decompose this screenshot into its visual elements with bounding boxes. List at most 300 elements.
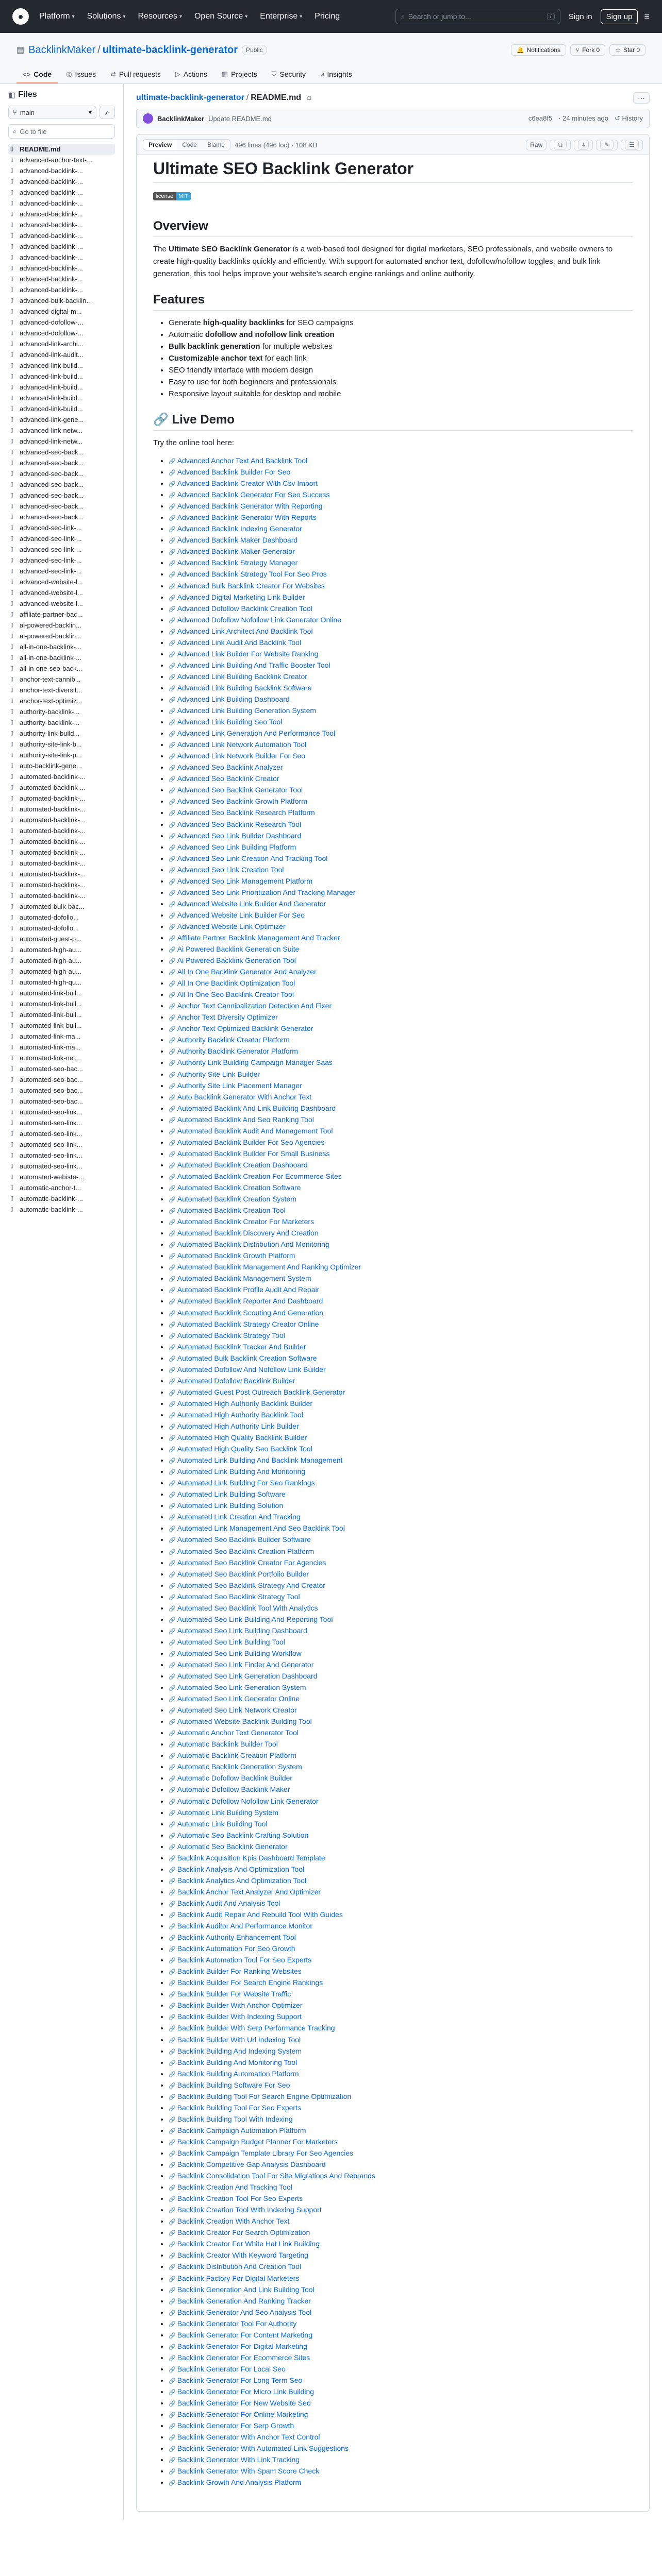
demo-link[interactable]: 🔗 Automated Seo Backlink Portfolio Builder bbox=[169, 1570, 309, 1578]
file-tree-item[interactable] bbox=[8, 1096, 115, 1107]
demo-link[interactable]: 🔗 Advanced Website Link Optimizer bbox=[169, 922, 286, 930]
tab-code[interactable] bbox=[16, 66, 58, 83]
file-tree-item[interactable] bbox=[8, 955, 115, 966]
file-tree-item[interactable] bbox=[8, 393, 115, 403]
demo-link[interactable]: 🔗 Automated Backlink Profile Audit And Repair bbox=[169, 1285, 319, 1294]
file-tree-item[interactable] bbox=[8, 944, 115, 955]
file-tree-item[interactable] bbox=[8, 555, 115, 566]
demo-link[interactable]: 🔗 Automated Website Backlink Building Tool bbox=[169, 1717, 312, 1725]
file-tree-item[interactable] bbox=[8, 198, 115, 209]
file-tree-item[interactable] bbox=[8, 566, 115, 577]
demo-link[interactable]: 🔗 Backlink Creation Tool With Indexing Support bbox=[169, 2206, 322, 2214]
file-tree-item[interactable] bbox=[8, 631, 115, 641]
demo-link[interactable]: 🔗 Automated Seo Backlink Tool With Analytics bbox=[169, 1604, 318, 1612]
demo-link[interactable]: 🔗 Automated Seo Link Network Creator bbox=[169, 1706, 297, 1714]
more-options-button[interactable] bbox=[633, 92, 650, 104]
demo-link[interactable]: 🔗 Advanced Link Network Automation Tool bbox=[169, 740, 306, 749]
demo-link[interactable]: 🔗 Backlink Anchor Text Analyzer And Optimizer bbox=[169, 1888, 321, 1896]
demo-link[interactable]: 🔗 Backlink Builder For Website Traffic bbox=[169, 1990, 291, 1998]
tab-blame[interactable]: Blame bbox=[202, 140, 230, 150]
demo-link[interactable]: 🔗 Advanced Website Link Builder For Seo bbox=[169, 911, 305, 919]
file-tree-item[interactable] bbox=[8, 1204, 115, 1215]
tab-issues[interactable] bbox=[60, 66, 102, 83]
demo-link[interactable]: 🔗 Advanced Seo Backlink Analyzer bbox=[169, 763, 283, 771]
repo-owner-link[interactable]: BacklinkMaker bbox=[28, 44, 96, 56]
file-tree-item[interactable] bbox=[8, 457, 115, 468]
demo-link[interactable]: 🔗 Advanced Seo Backlink Creator bbox=[169, 774, 279, 783]
demo-link[interactable]: 🔗 Automated Seo Link Finder And Generator bbox=[169, 1660, 313, 1669]
demo-link[interactable]: 🔗 Automated Backlink Discovery And Creation bbox=[169, 1229, 319, 1237]
demo-link[interactable]: 🔗 Backlink Analysis And Optimization Tool bbox=[169, 1865, 304, 1873]
demo-link[interactable]: 🔗 Automated Seo Link Building Workflow bbox=[169, 1649, 302, 1657]
demo-link[interactable]: 🔗 Automated Seo Backlink Creation Platform bbox=[169, 1547, 314, 1555]
demo-link[interactable]: 🔗 Backlink Creator For White Hat Link Building bbox=[169, 2240, 320, 2248]
demo-link[interactable]: 🔗 Advanced Link Network Builder For Seo bbox=[169, 752, 305, 760]
demo-link[interactable]: 🔗 Backlink Generator Tool For Authority bbox=[169, 2319, 296, 2328]
commit-author[interactable]: BacklinkMaker bbox=[157, 114, 205, 123]
file-tree-item[interactable] bbox=[8, 338, 115, 349]
file-tree-item[interactable] bbox=[8, 1020, 115, 1031]
file-tree-item[interactable] bbox=[8, 1139, 115, 1150]
demo-link[interactable]: 🔗 Backlink Generator For Online Marketing bbox=[169, 2410, 308, 2418]
sign-in-link[interactable]: Sign in bbox=[568, 12, 592, 21]
demo-link[interactable]: 🔗 Backlink Building And Monitoring Tool bbox=[169, 2058, 297, 2066]
demo-link[interactable]: 🔗 Automated Backlink Audit And Management Tool bbox=[169, 1127, 333, 1135]
file-tree-item[interactable] bbox=[8, 230, 115, 241]
file-tree-item[interactable] bbox=[8, 663, 115, 674]
demo-link[interactable]: 🔗 Automatic Backlink Builder Tool bbox=[169, 1740, 278, 1748]
repo-name-link[interactable]: ultimate-backlink-generator bbox=[102, 44, 238, 56]
demo-link[interactable]: 🔗 Automated Backlink Strategy Tool bbox=[169, 1331, 285, 1340]
file-tree-item[interactable] bbox=[8, 793, 115, 804]
file-tree-item[interactable] bbox=[8, 923, 115, 934]
file-tree-item[interactable] bbox=[8, 1063, 115, 1074]
demo-link[interactable]: 🔗 Automated Dofollow And Nofollow Link Builder bbox=[169, 1365, 326, 1374]
demo-link[interactable]: 🔗 Advanced Backlink Strategy Manager bbox=[169, 558, 297, 567]
star-button[interactable] bbox=[609, 44, 646, 56]
file-tree-item[interactable] bbox=[8, 890, 115, 901]
file-tree-item[interactable] bbox=[8, 1031, 115, 1042]
demo-link[interactable]: 🔗 Automatic Anchor Text Generator Tool bbox=[169, 1728, 299, 1737]
file-tree-item[interactable] bbox=[8, 717, 115, 728]
demo-link[interactable]: 🔗 Backlink Acquisition Kpis Dashboard Template bbox=[169, 1854, 325, 1862]
demo-link[interactable]: 🔗 Ai Powered Backlink Generation Suite bbox=[169, 945, 299, 953]
demo-link[interactable]: 🔗 Backlink Creator With Keyword Targeting bbox=[169, 2251, 308, 2259]
go-to-file-input[interactable] bbox=[8, 124, 115, 139]
file-tree-item[interactable] bbox=[8, 739, 115, 750]
demo-link[interactable]: 🔗 Backlink Distribution And Creation Tool bbox=[169, 2262, 301, 2270]
file-tree-item[interactable] bbox=[8, 414, 115, 425]
demo-link[interactable]: 🔗 Advanced Seo Link Building Platform bbox=[169, 843, 296, 851]
demo-link[interactable]: 🔗 Advanced Seo Backlink Research Tool bbox=[169, 820, 301, 828]
file-tree-item[interactable] bbox=[8, 674, 115, 685]
demo-link[interactable]: 🔗 Advanced Seo Link Builder Dashboard bbox=[169, 832, 301, 840]
demo-link[interactable]: 🔗 Automated Link Building And Monitoring bbox=[169, 1467, 305, 1476]
demo-link[interactable]: 🔗 Advanced Seo Link Prioritization And Tracking Manager bbox=[169, 888, 355, 896]
file-tree-item[interactable] bbox=[8, 165, 115, 176]
demo-link[interactable]: 🔗 Automatic Backlink Generation System bbox=[169, 1762, 302, 1771]
demo-link[interactable]: 🔗 Backlink Building Tool For Seo Experts bbox=[169, 2104, 301, 2112]
demo-link[interactable]: 🔗 Backlink Automation Tool For Seo Experts bbox=[169, 1956, 311, 1964]
demo-link[interactable]: 🔗 Automated Backlink Creation Dashboard bbox=[169, 1161, 308, 1169]
outline-button[interactable] bbox=[621, 140, 643, 150]
file-tree-item[interactable] bbox=[8, 1128, 115, 1139]
demo-link[interactable]: 🔗 Backlink Audit And Analysis Tool bbox=[169, 1899, 280, 1907]
demo-link[interactable]: 🔗 Automated Backlink Builder For Seo Agencies bbox=[169, 1138, 324, 1146]
demo-link[interactable]: 🔗 Ai Powered Backlink Generation Tool bbox=[169, 956, 296, 964]
file-tree-item[interactable] bbox=[8, 706, 115, 717]
demo-link[interactable]: 🔗 Automated Backlink Distribution And Monitoring bbox=[169, 1240, 329, 1248]
file-tree-item[interactable] bbox=[8, 447, 115, 457]
file-tree-item[interactable] bbox=[8, 609, 115, 620]
demo-link[interactable]: 🔗 Backlink Growth And Analysis Platform bbox=[169, 2478, 301, 2486]
demo-link[interactable]: 🔗 Backlink Generator For Micro Link Building bbox=[169, 2387, 314, 2396]
demo-link[interactable]: 🔗 Backlink Factory For Digital Marketers bbox=[169, 2274, 299, 2282]
file-tree-item[interactable] bbox=[8, 479, 115, 490]
file-tree-item[interactable] bbox=[8, 825, 115, 836]
sidebar-collapse-icon[interactable]: ◧ bbox=[8, 90, 15, 99]
file-tree-item[interactable] bbox=[8, 328, 115, 338]
file-tree-item[interactable] bbox=[8, 155, 115, 165]
demo-link[interactable]: 🔗 Advanced Dofollow Nofollow Link Generator Online bbox=[169, 616, 341, 624]
demo-link[interactable]: 🔗 Advanced Dofollow Backlink Creation Tool bbox=[169, 604, 312, 613]
demo-link[interactable]: 🔗 Advanced Backlink Generator With Reports bbox=[169, 513, 317, 521]
demo-link[interactable]: 🔗 Backlink Campaign Budget Planner For Marketers bbox=[169, 2138, 338, 2146]
demo-link[interactable]: 🔗 Advanced Backlink Builder For Seo bbox=[169, 468, 290, 476]
demo-link[interactable]: 🔗 Automated Dofollow Backlink Builder bbox=[169, 1377, 295, 1385]
demo-link[interactable]: 🔗 Automatic Link Building System bbox=[169, 1808, 278, 1817]
demo-link[interactable]: 🔗 Anchor Text Cannibalization Detection And Fixer bbox=[169, 1002, 332, 1010]
file-tree-item[interactable] bbox=[8, 533, 115, 544]
demo-link[interactable]: 🔗 Advanced Link Building Backlink Software bbox=[169, 684, 311, 692]
demo-link[interactable]: 🔗 Automated Backlink Reporter And Dashboard bbox=[169, 1297, 323, 1305]
demo-link[interactable]: 🔗 Advanced Bulk Backlink Creator For Websites bbox=[169, 582, 325, 590]
file-tree-item[interactable] bbox=[8, 1117, 115, 1128]
tab-preview[interactable]: Preview bbox=[143, 140, 177, 150]
demo-link[interactable]: 🔗 Automated Seo Backlink Creator For Agencies bbox=[169, 1558, 326, 1567]
file-tree-item[interactable] bbox=[8, 1042, 115, 1053]
copy-path-icon[interactable]: ⧉ bbox=[306, 94, 311, 101]
demo-link[interactable]: 🔗 Advanced Link Building Dashboard bbox=[169, 695, 290, 703]
demo-link[interactable]: 🔗 Backlink Building Automation Platform bbox=[169, 2070, 299, 2078]
demo-link[interactable]: 🔗 Advanced Backlink Strategy Tool For Seo Pros bbox=[169, 570, 327, 578]
demo-link[interactable]: 🔗 Backlink Creation With Anchor Text bbox=[169, 2217, 289, 2225]
demo-link[interactable]: 🔗 Automated High Quality Backlink Builder bbox=[169, 1433, 307, 1442]
demo-link[interactable]: 🔗 Authority Backlink Generator Platform bbox=[169, 1047, 298, 1055]
demo-link[interactable]: 🔗 Backlink Builder With Serp Performance Tracking bbox=[169, 2024, 335, 2032]
demo-link[interactable]: 🔗 Advanced Seo Backlink Generator Tool bbox=[169, 786, 303, 794]
fork-button[interactable] bbox=[570, 44, 605, 56]
commit-sha[interactable]: c6ea8f5 bbox=[528, 114, 553, 122]
demo-link[interactable]: 🔗 Advanced Link Architect And Backlink Tool bbox=[169, 627, 313, 635]
demo-link[interactable]: 🔗 Backlink Building Tool With Indexing bbox=[169, 2115, 293, 2123]
demo-link[interactable]: 🔗 Automated Seo Backlink Strategy And Creator bbox=[169, 1581, 325, 1589]
file-tree-item[interactable] bbox=[8, 685, 115, 696]
demo-link[interactable]: 🔗 Backlink Automation For Seo Growth bbox=[169, 1944, 295, 1953]
file-tree-item[interactable] bbox=[8, 998, 115, 1009]
demo-link[interactable]: 🔗 Backlink Generation And Ranking Tracker bbox=[169, 2297, 311, 2305]
file-tree-item[interactable] bbox=[8, 760, 115, 771]
demo-link[interactable]: 🔗 Automated Backlink Creation Software bbox=[169, 1183, 301, 1192]
download-button[interactable] bbox=[574, 140, 593, 150]
file-tree-item[interactable] bbox=[8, 349, 115, 360]
nav-resources[interactable] bbox=[138, 12, 182, 21]
demo-link[interactable]: 🔗 Automatic Dofollow Nofollow Link Generator bbox=[169, 1797, 319, 1805]
demo-link[interactable]: 🔗 Backlink Builder With Indexing Support bbox=[169, 2012, 302, 2021]
file-tree-item[interactable] bbox=[8, 815, 115, 825]
demo-link[interactable]: 🔗 All In One Backlink Generator And Analyzer bbox=[169, 968, 317, 976]
demo-link[interactable]: 🔗 Automatic Backlink Creation Platform bbox=[169, 1751, 296, 1759]
demo-link[interactable]: 🔗 Backlink Campaign Template Library For Seo Agencies bbox=[169, 2149, 353, 2157]
file-tree-item[interactable] bbox=[8, 306, 115, 317]
demo-link[interactable]: 🔗 Automated Backlink Management And Ranking Optimizer bbox=[169, 1263, 361, 1271]
nav-platform[interactable] bbox=[39, 12, 75, 21]
edit-button[interactable] bbox=[596, 140, 618, 150]
demo-link[interactable]: 🔗 Advanced Link Builder For Website Ranking bbox=[169, 650, 318, 658]
demo-link[interactable]: 🔗 Automated Seo Link Building And Reporting Tool bbox=[169, 1615, 333, 1623]
demo-link[interactable]: 🔗 All In One Seo Backlink Creator Tool bbox=[169, 990, 294, 998]
demo-link[interactable]: 🔗 Backlink Generator For New Website Seo bbox=[169, 2399, 311, 2407]
demo-link[interactable]: 🔗 Automated Backlink Creator For Marketers bbox=[169, 1217, 314, 1226]
demo-link[interactable]: 🔗 Automated Backlink Scouting And Generation bbox=[169, 1309, 323, 1317]
demo-link[interactable]: 🔗 Backlink Creation And Tracking Tool bbox=[169, 2183, 292, 2191]
file-tree-item[interactable] bbox=[8, 988, 115, 998]
file-tree-item[interactable] bbox=[8, 598, 115, 609]
file-tree-item[interactable] bbox=[8, 241, 115, 252]
demo-link[interactable]: 🔗 Automated Backlink Creation For Ecommerce Sites bbox=[169, 1172, 342, 1180]
demo-link[interactable]: 🔗 Advanced Anchor Text And Backlink Tool bbox=[169, 456, 307, 465]
demo-link[interactable]: 🔗 All In One Backlink Optimization Tool bbox=[169, 979, 295, 987]
file-tree-item[interactable] bbox=[8, 176, 115, 187]
github-logo-icon[interactable]: ● bbox=[12, 8, 29, 25]
demo-link[interactable]: 🔗 Automated Guest Post Outreach Backlink Generator bbox=[169, 1388, 345, 1396]
demo-link[interactable]: 🔗 Auto Backlink Generator With Anchor Text bbox=[169, 1093, 311, 1101]
demo-link[interactable]: 🔗 Backlink Generator With Anchor Text Control bbox=[169, 2433, 320, 2441]
demo-link[interactable]: 🔗 Backlink Creator For Search Optimization bbox=[169, 2228, 310, 2236]
nav-pricing[interactable] bbox=[315, 12, 340, 21]
file-tree-item[interactable] bbox=[8, 577, 115, 587]
file-tree-item[interactable] bbox=[8, 782, 115, 793]
file-tree-item[interactable] bbox=[8, 501, 115, 512]
file-tree-item[interactable] bbox=[8, 901, 115, 912]
file-tree-item[interactable] bbox=[8, 403, 115, 414]
demo-link[interactable]: 🔗 Automated Seo Link Generation System bbox=[169, 1683, 306, 1691]
demo-link[interactable]: 🔗 Automated Link Creation And Tracking bbox=[169, 1513, 301, 1521]
demo-link[interactable]: 🔗 Automated Link Building And Backlink Management bbox=[169, 1456, 342, 1464]
demo-link[interactable]: 🔗 Backlink Campaign Automation Platform bbox=[169, 2126, 306, 2134]
tab-projects[interactable] bbox=[216, 66, 263, 83]
file-tree-item[interactable] bbox=[8, 1172, 115, 1182]
demo-link[interactable]: 🔗 Automatic Seo Backlink Crafting Solution bbox=[169, 1831, 308, 1839]
demo-link[interactable]: 🔗 Automatic Seo Backlink Generator bbox=[169, 1842, 288, 1851]
tab-code[interactable]: Code bbox=[177, 140, 202, 150]
demo-link[interactable]: 🔗 Automated Backlink Builder For Small Business bbox=[169, 1149, 329, 1158]
demo-link[interactable]: 🔗 Automatic Dofollow Backlink Builder bbox=[169, 1774, 292, 1782]
demo-link[interactable]: 🔗 Automated Backlink Management System bbox=[169, 1274, 311, 1282]
avatar[interactable] bbox=[143, 113, 153, 124]
file-tree-item[interactable] bbox=[8, 522, 115, 533]
file-tree-item[interactable] bbox=[8, 750, 115, 760]
file-tree-item[interactable] bbox=[8, 1150, 115, 1161]
breadcrumb-repo-link[interactable]: ultimate-backlink-generator bbox=[136, 93, 244, 102]
file-tree-item[interactable] bbox=[8, 371, 115, 382]
demo-link[interactable]: 🔗 Backlink Building And Indexing System bbox=[169, 2047, 302, 2055]
demo-link[interactable]: 🔗 Automated Backlink And Link Building Dashboard bbox=[169, 1104, 336, 1112]
demo-link[interactable]: 🔗 Backlink Building Software For Seo bbox=[169, 2081, 290, 2089]
demo-link[interactable]: 🔗 Automated Seo Link Building Dashboard bbox=[169, 1626, 307, 1635]
file-tree-item[interactable] bbox=[8, 360, 115, 371]
demo-link[interactable]: 🔗 Automated Backlink Creation System bbox=[169, 1195, 296, 1203]
demo-link[interactable]: 🔗 Advanced Backlink Generator With Reporting bbox=[169, 502, 322, 510]
demo-link[interactable]: 🔗 Automated Backlink Creation Tool bbox=[169, 1206, 286, 1214]
demo-link[interactable]: 🔗 Advanced Seo Link Management Platform bbox=[169, 877, 312, 885]
license-badge[interactable] bbox=[153, 192, 191, 200]
demo-link[interactable]: 🔗 Automated Seo Link Building Tool bbox=[169, 1638, 285, 1646]
demo-link[interactable]: 🔗 Advanced Seo Link Creation And Tracking Tool bbox=[169, 854, 327, 862]
demo-link[interactable]: 🔗 Backlink Audit Repair And Rebuild Tool With Guides bbox=[169, 1910, 343, 1919]
tab-security[interactable] bbox=[266, 66, 312, 83]
file-tree-item[interactable] bbox=[8, 652, 115, 663]
file-tree-item[interactable] bbox=[8, 295, 115, 306]
tab-insights[interactable] bbox=[314, 66, 358, 83]
demo-link[interactable]: 🔗 Advanced Seo Link Creation Tool bbox=[169, 866, 284, 874]
file-tree-item[interactable] bbox=[8, 696, 115, 706]
file-tree-item[interactable] bbox=[8, 771, 115, 782]
demo-link[interactable]: 🔗 Advanced Link Audit And Backlink Tool bbox=[169, 638, 301, 647]
file-tree-item[interactable] bbox=[8, 209, 115, 219]
demo-link[interactable]: 🔗 Backlink Generation And Link Building Tool bbox=[169, 2285, 315, 2294]
demo-link[interactable]: 🔗 Automatic Dofollow Backlink Maker bbox=[169, 1785, 290, 1793]
demo-link[interactable]: 🔗 Backlink Analytics And Optimization Tool bbox=[169, 1876, 306, 1885]
demo-link[interactable]: 🔗 Backlink Consolidation Tool For Site Migrations And Rebrands bbox=[169, 2172, 375, 2180]
file-tree-item[interactable] bbox=[8, 187, 115, 198]
file-tree-item[interactable] bbox=[8, 1193, 115, 1204]
file-tree-item[interactable] bbox=[8, 869, 115, 879]
demo-link[interactable]: 🔗 Authority Site Link Builder bbox=[169, 1070, 260, 1078]
search-input[interactable] bbox=[395, 9, 560, 24]
demo-link[interactable]: 🔗 Backlink Authority Enhancement Tool bbox=[169, 1933, 296, 1941]
demo-link[interactable]: 🔗 Backlink Builder With Anchor Optimizer bbox=[169, 2001, 303, 2009]
demo-link[interactable]: 🔗 Backlink Generator With Automated Link Suggestions bbox=[169, 2444, 349, 2452]
demo-link[interactable]: 🔗 Automated Backlink Growth Platform bbox=[169, 1251, 295, 1260]
file-tree-item[interactable] bbox=[8, 468, 115, 479]
demo-link[interactable]: 🔗 Backlink Generator With Link Tracking bbox=[169, 2455, 300, 2464]
demo-link[interactable]: 🔗 Automated Link Building For Seo Rankings bbox=[169, 1479, 315, 1487]
file-tree-item[interactable] bbox=[8, 490, 115, 501]
nav-open-source[interactable] bbox=[194, 12, 247, 21]
demo-link[interactable]: 🔗 Advanced Digital Marketing Link Builder bbox=[169, 593, 305, 601]
file-tree-item[interactable] bbox=[8, 641, 115, 652]
file-tree-item[interactable] bbox=[8, 836, 115, 847]
file-tree-item[interactable] bbox=[8, 728, 115, 739]
demo-link[interactable]: 🔗 Automated High Quality Seo Backlink Tool bbox=[169, 1445, 312, 1453]
demo-link[interactable]: 🔗 Backlink Competitive Gap Analysis Dashboard bbox=[169, 2160, 326, 2168]
file-tree-item[interactable] bbox=[8, 977, 115, 988]
file-tree-item[interactable] bbox=[8, 912, 115, 923]
branch-selector[interactable] bbox=[8, 106, 96, 119]
demo-link[interactable]: 🔗 Backlink Generator For Digital Marketing bbox=[169, 2342, 307, 2350]
file-tree-item[interactable] bbox=[8, 544, 115, 555]
demo-link[interactable]: 🔗 Backlink Generator For Ecommerce Sites bbox=[169, 2353, 310, 2362]
sign-up-button[interactable]: Sign up bbox=[601, 9, 638, 24]
file-tree-item[interactable] bbox=[8, 284, 115, 295]
demo-link[interactable]: 🔗 Automated Seo Link Generator Online bbox=[169, 1694, 300, 1703]
file-tree-item[interactable] bbox=[8, 847, 115, 858]
file-tree-item[interactable] bbox=[8, 966, 115, 977]
demo-link[interactable]: 🔗 Advanced Website Link Builder And Generator bbox=[169, 900, 326, 908]
file-tree-item[interactable] bbox=[8, 512, 115, 522]
demo-link[interactable]: 🔗 Advanced Seo Backlink Growth Platform bbox=[169, 797, 307, 805]
demo-link[interactable]: 🔗 Authority Link Building Campaign Manager Saas bbox=[169, 1058, 333, 1066]
demo-link[interactable]: 🔗 Advanced Backlink Generator For Seo Success bbox=[169, 490, 329, 499]
demo-link[interactable]: 🔗 Backlink Generator For Content Marketing bbox=[169, 2331, 312, 2339]
file-tree-item[interactable] bbox=[8, 620, 115, 631]
demo-link[interactable]: 🔗 Advanced Link Building Backlink Creator bbox=[169, 672, 307, 681]
demo-link[interactable]: 🔗 Backlink Creation Tool For Seo Experts bbox=[169, 2194, 303, 2202]
file-tree-item[interactable] bbox=[8, 144, 115, 155]
file-tree-item[interactable] bbox=[8, 879, 115, 890]
file-tree-item[interactable] bbox=[8, 274, 115, 284]
demo-link[interactable]: 🔗 Automated Backlink Strategy Creator Online bbox=[169, 1320, 319, 1328]
file-tree-item[interactable] bbox=[8, 317, 115, 328]
demo-link[interactable]: 🔗 Advanced Link Building And Traffic Booster Tool bbox=[169, 661, 330, 669]
demo-link[interactable]: 🔗 Advanced Backlink Indexing Generator bbox=[169, 524, 302, 533]
file-tree-item[interactable] bbox=[8, 436, 115, 447]
demo-link[interactable]: 🔗 Affiliate Partner Backlink Management And Tracker bbox=[169, 934, 340, 942]
demo-link[interactable]: 🔗 Advanced Link Building Seo Tool bbox=[169, 718, 282, 726]
file-tree-item[interactable] bbox=[8, 858, 115, 869]
file-tree-item[interactable] bbox=[8, 587, 115, 598]
file-tree-item[interactable] bbox=[8, 934, 115, 944]
file-tree-item[interactable] bbox=[8, 263, 115, 274]
file-tree-item[interactable] bbox=[8, 1074, 115, 1085]
demo-link[interactable]: 🔗 Advanced Backlink Maker Dashboard bbox=[169, 536, 297, 544]
demo-link[interactable]: 🔗 Backlink Generator And Seo Analysis Tool bbox=[169, 2308, 311, 2316]
search-files-button[interactable] bbox=[100, 106, 115, 119]
demo-link[interactable]: 🔗 Automated High Authority Backlink Builder bbox=[169, 1399, 312, 1408]
demo-link[interactable]: 🔗 Authority Backlink Creator Platform bbox=[169, 1036, 290, 1044]
demo-link[interactable]: 🔗 Automated Seo Backlink Builder Software bbox=[169, 1535, 311, 1544]
file-tree-item[interactable] bbox=[8, 1182, 115, 1193]
demo-link[interactable]: 🔗 Automated Link Building Solution bbox=[169, 1501, 283, 1510]
file-tree-item[interactable] bbox=[8, 1107, 115, 1117]
file-tree-item[interactable] bbox=[8, 219, 115, 230]
file-tree-item[interactable] bbox=[8, 1085, 115, 1096]
demo-link[interactable]: 🔗 Backlink Generator For Long Term Seo bbox=[169, 2376, 302, 2384]
notifications-button[interactable] bbox=[511, 44, 566, 56]
demo-link[interactable]: 🔗 Backlink Generator For Serp Growth bbox=[169, 2421, 294, 2430]
file-tree-item[interactable] bbox=[8, 252, 115, 263]
demo-link[interactable]: 🔗 Anchor Text Optimized Backlink Generator bbox=[169, 1024, 313, 1032]
demo-link[interactable]: 🔗 Automated Bulk Backlink Creation Software bbox=[169, 1354, 317, 1362]
nav-enterprise[interactable] bbox=[260, 12, 302, 21]
demo-link[interactable]: 🔗 Backlink Building Tool For Search Engine Optimization bbox=[169, 2092, 351, 2100]
copy-raw-button[interactable] bbox=[550, 140, 571, 150]
file-tree-item[interactable] bbox=[8, 382, 115, 393]
demo-link[interactable]: 🔗 Advanced Link Generation And Performance Tool bbox=[169, 729, 335, 737]
demo-link[interactable]: 🔗 Automated High Authority Link Builder bbox=[169, 1422, 299, 1430]
tab-actions[interactable] bbox=[169, 66, 213, 83]
demo-link[interactable]: 🔗 Authority Site Link Placement Manager bbox=[169, 1081, 302, 1090]
demo-link[interactable]: 🔗 Advanced Link Building Generation System bbox=[169, 706, 316, 715]
file-tree-item[interactable] bbox=[8, 425, 115, 436]
file-tree-item[interactable] bbox=[8, 1053, 115, 1063]
demo-link[interactable]: 🔗 Automatic Link Building Tool bbox=[169, 1820, 268, 1828]
file-tree-item[interactable] bbox=[8, 804, 115, 815]
commit-message[interactable]: Update README.md bbox=[208, 114, 272, 123]
demo-link[interactable]: 🔗 Automated Link Building Software bbox=[169, 1490, 286, 1498]
demo-link[interactable]: 🔗 Backlink Auditor And Performance Monitor bbox=[169, 1922, 312, 1930]
